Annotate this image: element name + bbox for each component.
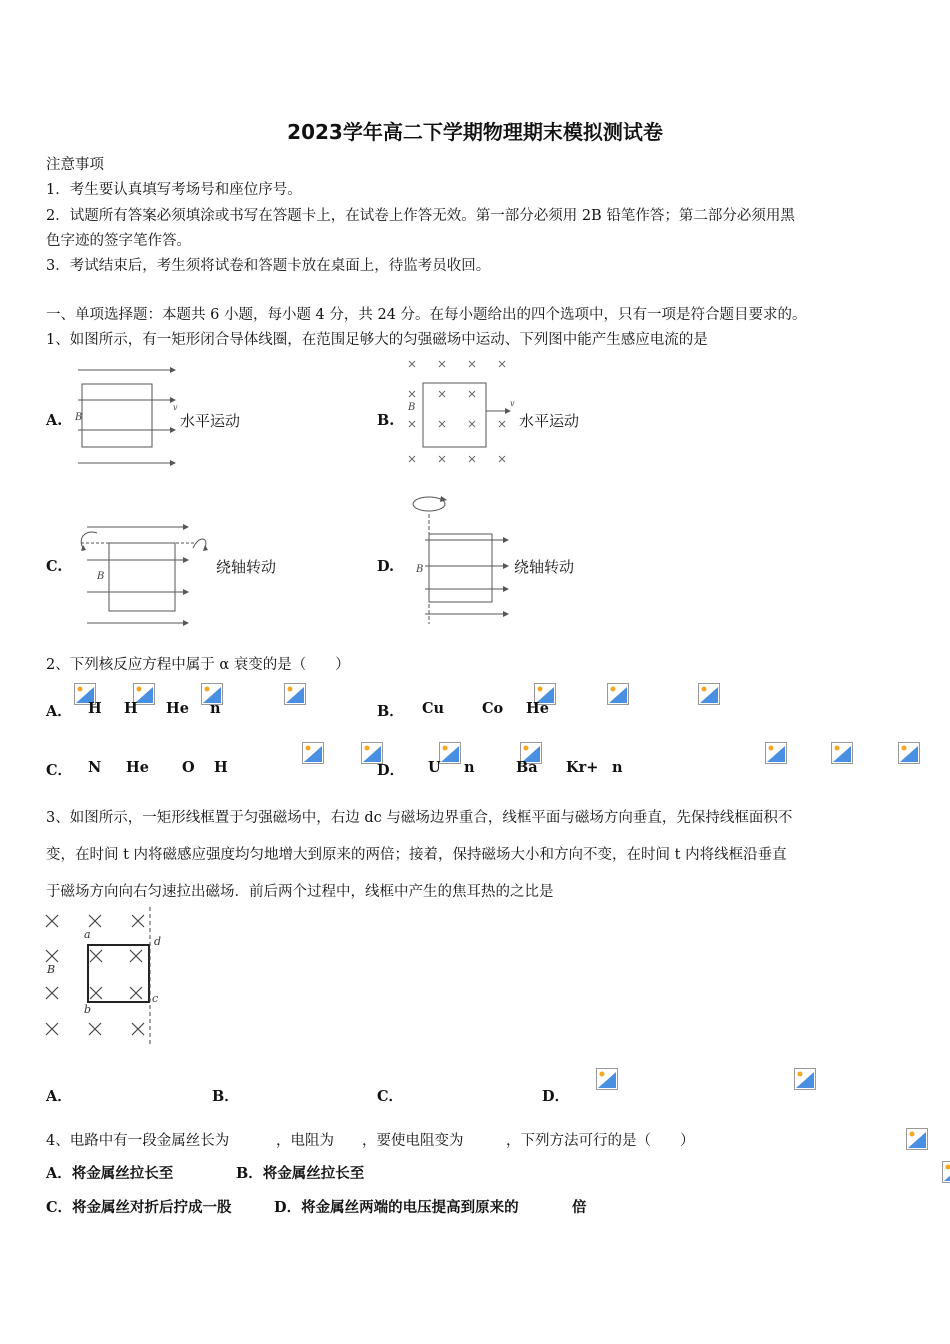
- notice-item-3: 3．考试结束后，考生须将试卷和答题卡放在桌面上，待监考员收回。: [46, 258, 491, 274]
- broken-image-icon: [284, 683, 312, 707]
- q1-fig-b-b-label: B: [408, 402, 416, 413]
- notice-item-2-cont: 色字迹的签字笔作答。: [46, 233, 191, 249]
- q1-option-d-caption: 绕轴转动: [514, 558, 575, 576]
- q2-a-part-1: H: [88, 700, 102, 717]
- broken-image-icon: [302, 742, 330, 766]
- notice-heading: 注意事项: [46, 157, 104, 173]
- q2-d-part-1: U: [428, 759, 441, 776]
- q1-figure-a: [70, 360, 180, 470]
- q1-option-b-letter: B.: [377, 412, 395, 429]
- q3-option-b-letter: B．: [212, 1088, 239, 1105]
- q1-figure-d: [403, 490, 513, 630]
- q3-fig-label-c: c: [152, 992, 159, 1005]
- q1-fig-a-v-label: v: [173, 403, 178, 412]
- q1-figure-c: [75, 515, 215, 630]
- q3-fig-label-b: b: [84, 1003, 92, 1016]
- q4-stem-3: ，要使电阻变为: [362, 1133, 464, 1149]
- q4-option-d-tail: 倍: [572, 1199, 587, 1216]
- q2-option-a-letter: A．: [46, 703, 72, 720]
- q1-fig-c-b-label: B: [97, 571, 105, 582]
- broken-image-icon: [596, 1068, 624, 1092]
- q2-b-part-3: He: [526, 700, 549, 717]
- broken-image-icon: [906, 1128, 934, 1152]
- q2-b-part-2: Co: [482, 700, 504, 717]
- q1-fig-a-b-label: B: [75, 412, 83, 423]
- q3-figure: [40, 905, 180, 1050]
- q2-c-part-1: N: [88, 759, 102, 776]
- q3-line-1: 3、如图所示，一矩形线框置于匀强磁场中，右边 dc 与磁场边界重合，线框平面与磁场方向垂直，先保持线框面积不: [46, 810, 793, 826]
- q2-c-part-4: H: [214, 759, 228, 776]
- section-heading: 一、单项选择题：本题共 6 小题，每小题 4 分，共 24 分。在每小题给出的四个选项中，只有一项是符合题目要求的。: [46, 307, 807, 323]
- q3-line-3: 于磁场方向向右匀速拉出磁场．前后两个过程中，线框中产生的焦耳热的之比是: [46, 884, 554, 900]
- q1-option-c-letter: C.: [46, 558, 63, 575]
- q3-line-2: 变，在时间 t 内将磁感应强度均匀地增大到原来的两倍；接着，保持磁场大小和方向不变，在时间 t 内将线框沿垂直: [46, 847, 787, 863]
- q1-option-d-letter: D.: [377, 558, 395, 575]
- broken-image-icon: [831, 742, 859, 766]
- q4-option-a: A．将金属丝拉长至: [46, 1165, 174, 1182]
- q1-stem: 1、如图所示，有一矩形闭合导体线圈，在范围足够大的匀强磁场中运动、下列图中能产生感应电流的是: [46, 332, 708, 348]
- q4-option-b: B．将金属丝拉长至: [236, 1165, 365, 1182]
- q1-fig-d-b-label: B: [416, 564, 424, 575]
- q3-fig-label-a: a: [84, 928, 91, 941]
- q4-stem-4: ，下列方法可行的是（ ）: [506, 1133, 695, 1149]
- q2-a-part-3: He: [166, 700, 189, 717]
- q1-fig-b-v-label: v: [510, 399, 515, 408]
- q2-option-c-letter: C．: [46, 762, 73, 779]
- q2-option-b-letter: B．: [377, 703, 404, 720]
- q2-option-d-letter: D．: [377, 762, 405, 779]
- q3-fig-label-d: d: [154, 935, 162, 948]
- broken-image-icon: [765, 742, 793, 766]
- q2-a-part-2: H: [124, 700, 138, 717]
- q2-d-part-5: n: [612, 759, 623, 776]
- q2-c-part-2: He: [126, 759, 149, 776]
- q1-option-c-caption: 绕轴转动: [216, 558, 277, 576]
- q4-option-c: C．将金属丝对折后拧成一股: [46, 1199, 232, 1216]
- q4-stem-1: 4、电路中有一段金属丝长为: [46, 1133, 230, 1149]
- q4-option-d: D．将金属丝两端的电压提高到原来的: [274, 1199, 519, 1216]
- q3-option-c-letter: C．: [377, 1088, 404, 1105]
- broken-image-icon: [898, 742, 926, 766]
- q2-c-part-3: O: [182, 759, 195, 776]
- q3-fig-label-B: B: [47, 963, 56, 976]
- notice-item-1: 1．考生要认真填写考场号和座位序号。: [46, 182, 302, 198]
- q1-option-b-caption: 水平运动: [519, 412, 580, 430]
- q1-option-a-letter: A.: [46, 412, 63, 429]
- q2-d-part-3: Ba: [516, 759, 538, 776]
- q1-option-a-caption: 水平运动: [180, 412, 241, 430]
- broken-image-icon: [794, 1068, 822, 1092]
- q1-figure-b: [402, 356, 520, 471]
- q3-option-a-letter: A．: [46, 1088, 72, 1105]
- page-title: 2023学年高二下学期物理期末模拟测试卷: [287, 120, 663, 144]
- q2-stem: 2、下列核反应方程中属于 α 衰变的是（ ）: [46, 657, 350, 673]
- broken-image-icon: [607, 683, 635, 707]
- notice-item-2: 2．试题所有答案必须填涂或书写在答题卡上，在试卷上作答无效。第一部分必须用 2B 铅笔作答；第二部分必须用黑: [46, 208, 795, 224]
- broken-image-icon: [698, 683, 726, 707]
- q2-d-part-2: n: [464, 759, 475, 776]
- broken-image-icon: [942, 1161, 950, 1185]
- q2-b-part-1: Cu: [422, 700, 445, 717]
- q4-stem-2: ，电阻为: [276, 1133, 334, 1149]
- q2-a-part-4: n: [210, 700, 221, 717]
- q3-option-d-letter: D．: [542, 1088, 570, 1105]
- q2-d-part-4: Kr+: [566, 759, 599, 776]
